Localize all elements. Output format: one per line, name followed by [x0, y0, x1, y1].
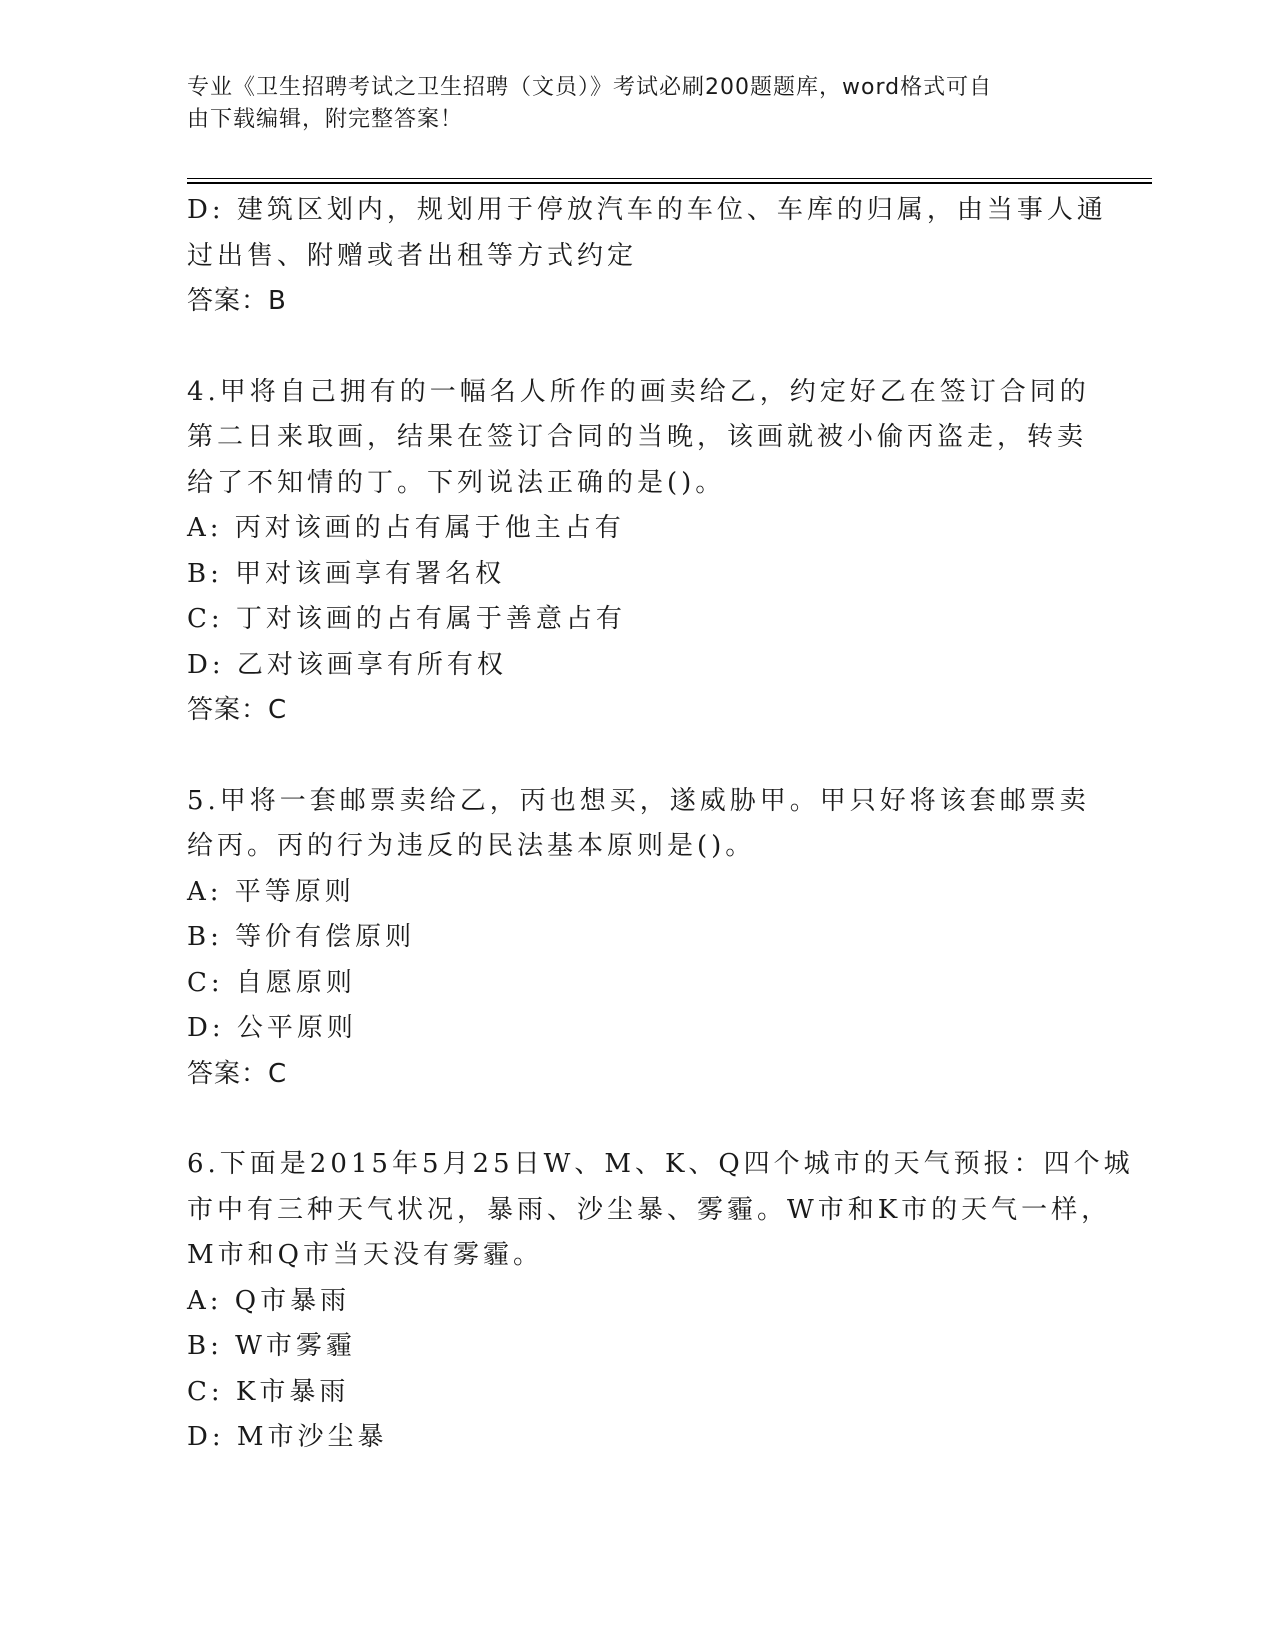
spacer [187, 734, 1077, 779]
spacer [187, 1097, 1077, 1142]
question-6 [187, 1142, 1134, 1461]
q4-option-a: A: 丙对该画的占有属于他主占有 [187, 513, 625, 543]
q6-stem-line-1: 6.下面是2015年5月25日W、M、K、Q四个城市的天气预报：四个城 [187, 1149, 1134, 1179]
q4-option-d: D: 乙对该画享有所有权 [187, 649, 507, 680]
document-body [187, 188, 1134, 1461]
q3-option-d-line-1: D: 建筑区划内，规划用于停放汽车的车位、车库的归属，由当事人通 [187, 195, 1107, 225]
q5-stem-line-2: 给丙。丙的行为违反的民法基本原则是()。 [187, 831, 756, 861]
q3-option-d-line-2: 过出售、附赠或者出租等方式约定 [187, 240, 638, 271]
q6-option-a: A: Q市暴雨 [187, 1285, 351, 1316]
header-divider-thick [187, 182, 1152, 184]
q5-answer: 答案：C [187, 1058, 288, 1089]
question-3-tail [187, 188, 1107, 325]
q4-answer: 答案：C [187, 695, 288, 725]
question-5 [187, 779, 1090, 1098]
q6-option-c: C: K市暴雨 [187, 1376, 350, 1407]
q5-stem-line-1: 5.甲将一套邮票卖给乙，丙也想买，遂威胁甲。甲只好将该套邮票卖 [187, 785, 1090, 816]
q4-option-b: B: 甲对该画享有署名权 [187, 558, 506, 589]
spacer [187, 325, 1077, 370]
document-header [187, 72, 1077, 136]
q4-stem-line-2: 第二日来取画，结果在签订合同的当晚，该画就被小偷丙盗走，转卖 [187, 422, 1088, 452]
header-divider-thin [187, 178, 1152, 179]
q4-option-c: C: 丁对该画的占有属于善意占有 [187, 604, 626, 634]
q5-option-d: D: 公平原则 [187, 1013, 357, 1043]
q3-answer: 答案：B [187, 286, 287, 316]
header-title-line-2: 由下载编辑，附完整答案！ [187, 107, 464, 132]
q4-stem-line-1: 4.甲将自己拥有的一幅名人所作的画卖给乙，约定好乙在签订合同的 [187, 376, 1090, 407]
q6-option-b: B: W市雾霾 [187, 1331, 356, 1361]
q6-stem-line-2: 市中有三种天气状况，暴雨、沙尘暴、雾霾。W市和K市的天气一样， [187, 1194, 1112, 1225]
q5-option-b: B: 等价有偿原则 [187, 922, 416, 952]
q5-option-a: A: 平等原则 [187, 876, 355, 907]
q6-option-d: D: M市沙尘暴 [187, 1422, 388, 1452]
q5-option-c: C: 自愿原则 [187, 967, 356, 998]
q6-stem-line-3: M市和Q市当天没有雾霾。 [187, 1240, 543, 1270]
q4-stem-line-3: 给了不知情的丁。下列说法正确的是()。 [187, 467, 726, 498]
header-title-line-1: 专业《卫生招聘考试之卫生招聘（文员）》考试必刷200题题库，word格式可自 [187, 75, 993, 100]
question-4 [187, 370, 1090, 734]
